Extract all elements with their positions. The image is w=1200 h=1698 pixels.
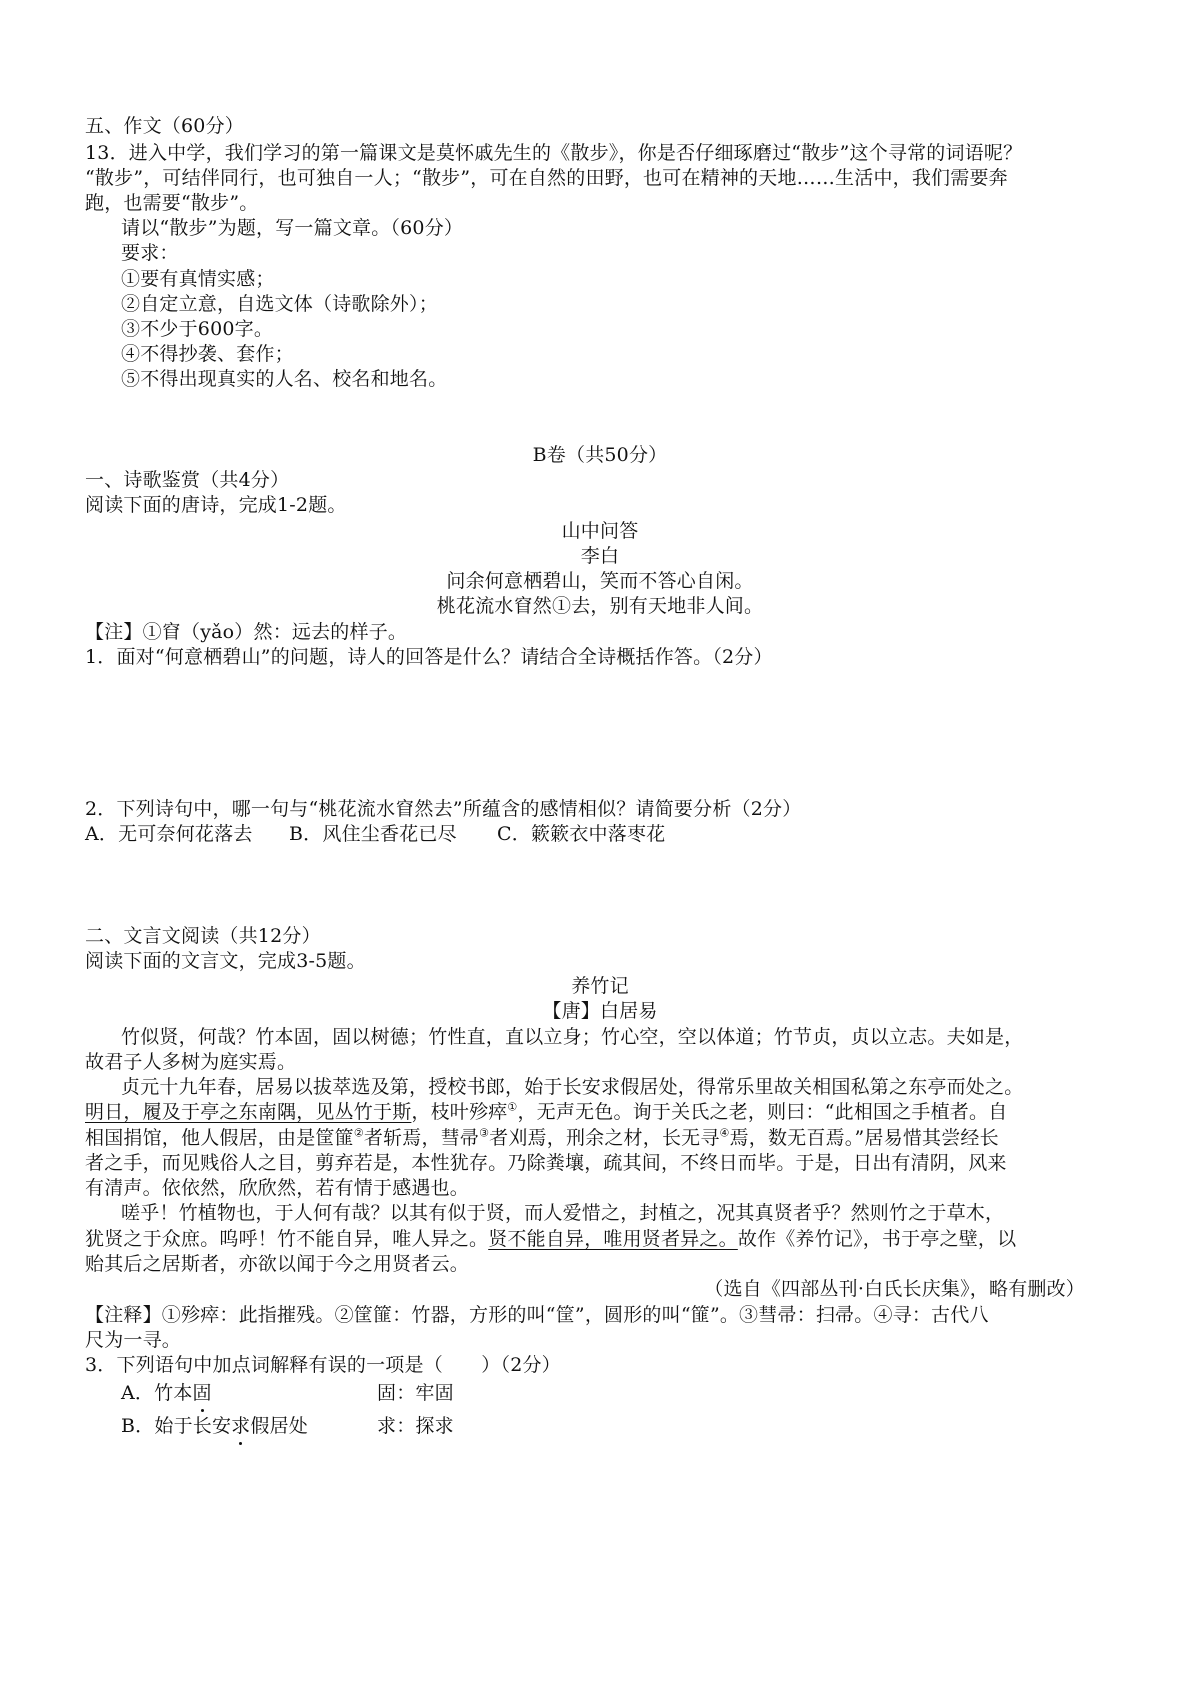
essay-paragraph-2-line: 有清声。依依然，欣欣然，若有情于感遇也。: [85, 1177, 470, 1199]
question-2: 2．下列诗句中，哪一句与“桃花流水窅然去”所蕴含的感情相似？请简要分析（2分）: [85, 798, 802, 820]
question-3-option-a: A．竹本固: [121, 1382, 212, 1404]
poem-note: 【注】①窅（yǎo）然：远去的样子。: [85, 621, 408, 643]
q13-prompt: 请以“散步”为题，写一篇文章。（60分）: [121, 217, 464, 239]
dotted-word: 求: [231, 1415, 251, 1437]
essay-notes-line: 【注释】①殄瘁：此指摧残。②筐篚：竹器，方形的叫“筐”，圆形的叫“篚”。③彗帚：扫帚。④寻：古代八: [85, 1304, 989, 1326]
classical-section-title: 二、文言文阅读（共12分）: [85, 925, 321, 947]
essay-paragraph-3-line: 嗟乎！竹植物也，于人何有哉？以其有似于贤，而人爱惜之，封植之，况其真贤者乎？然则竹之于草木，: [121, 1202, 1005, 1224]
essay-paragraph-2-line: 明日，履及于亭之东南隅，见丛竹于斯，枝叶殄瘁①，无声无色。询于关氏之老，则曰：“此相国之手植者。自: [85, 1100, 1008, 1123]
underlined-sentence: 贤不能自异，唯用贤者异之。: [488, 1228, 738, 1250]
q13-requirement: ①要有真情实感；: [121, 268, 275, 290]
footnote-marker: ③: [479, 1126, 490, 1140]
q13-requirements-title: 要求：: [121, 242, 179, 264]
footnote-marker: ②: [353, 1126, 364, 1140]
q13-requirement: ⑤不得出现真实的人名、校名和地名。: [121, 368, 448, 390]
question-2-option-a: A．无可奈何花落去: [85, 823, 253, 845]
essay-paragraph-1-line: 竹似贤，何哉？竹本固，固以树德；竹性直，直以立身；竹心空，空以体道；竹节贞，贞以立志。夫如是，: [121, 1026, 1024, 1048]
footnote-marker: ④: [719, 1126, 730, 1140]
q13-line-2: “散步”，可结伴同行，也可独自一人；“散步”，可在自然的田野，也可在精神的天地……生活中，我们需要奔: [85, 167, 1008, 189]
dotted-word: 固: [192, 1382, 212, 1404]
essay-paragraph-3-line: 贻其后之居斯者，亦欲以闻于今之用贤者云。: [85, 1253, 470, 1275]
question-2-option-c: C．簌簌衣中落枣花: [497, 823, 666, 845]
essay-title: 养竹记: [571, 975, 629, 997]
essay-paragraph-2-line: 贞元十九年春，居易以拔萃选及第，授校书郎，始于长安求假居处，得常乐里故关相国私第之东亭而处之。: [121, 1076, 1024, 1098]
essay-paragraph-2-line: 相国捐馆，他人假居，由是筐篚②者斩焉，彗帚③者刈焉，刑余之材，长无寻④焉，数无百焉。”居易惜其尝经长: [85, 1126, 999, 1149]
poetry-section-intro: 阅读下面的唐诗，完成1-2题。: [85, 494, 347, 516]
question-3-option-a-explanation: 固：牢固: [377, 1382, 454, 1404]
essay-author: 【唐】白居易: [542, 1000, 658, 1022]
q13-line-1: 13．进入中学，我们学习的第一篇课文是莫怀戚先生的《散步》，你是否仔细琢磨过“散步”这个寻常的词语呢？: [85, 142, 1023, 164]
poem-title: 山中问答: [561, 520, 639, 542]
underlined-sentence: 明日，履及于亭之东南隅，见丛竹于斯: [85, 1101, 412, 1123]
q13-line-3: 跑，也需要“散步”。: [85, 192, 259, 214]
section-5-title: 五、作文（60分）: [85, 115, 244, 137]
question-3: 3．下列语句中加点词解释有误的一项是（ ）（2分）: [85, 1354, 561, 1376]
poetry-section-title: 一、诗歌鉴赏（共4分）: [85, 469, 290, 491]
footnote-marker: ①: [507, 1100, 518, 1114]
question-2-option-b: B．风住尘香花已尽: [289, 823, 457, 845]
question-3-option-b-explanation: 求：探求: [377, 1415, 454, 1437]
question-3-option-b: B．始于长安求假居处: [121, 1415, 308, 1437]
classical-section-intro: 阅读下面的文言文，完成3-5题。: [85, 950, 366, 972]
q13-requirement: ②自定立意，自选文体（诗歌除外）；: [121, 293, 438, 315]
poem-line: 问余何意栖碧山，笑而不答心自闲。: [446, 570, 754, 592]
q13-requirement: ③不少于600字。: [121, 318, 274, 340]
essay-paragraph-2-line: 者之手，而见贱俗人之目，剪弃若是，本性犹存。乃除粪壤，疏其间，不终日而毕。于是，日出有清阴，风来: [85, 1152, 1007, 1174]
poem-author: 李白: [580, 545, 620, 567]
essay-paragraph-1-line: 故君子人多树为庭实焉。: [85, 1051, 297, 1073]
essay-source: （选自《四部丛刊·白氏长庆集》，略有删改）: [704, 1278, 1085, 1300]
poem-line: 桃花流水窅然①去，别有天地非人间。: [436, 595, 764, 617]
essay-paragraph-3-line: 犹贤之于众庶。呜呼！竹不能自异，唯人异之。贤不能自异，唯用贤者异之。故作《养竹记》，书于亭之壁，以: [85, 1228, 1017, 1250]
essay-notes-line: 尺为一寻。: [85, 1329, 182, 1351]
q13-requirement: ④不得抄袭、套作；: [121, 343, 294, 365]
question-1: 1．面对“何意栖碧山”的问题，诗人的回答是什么？请结合全诗概括作答。（2分）: [85, 646, 773, 668]
part-b-title: B卷（共50分）: [532, 444, 668, 466]
